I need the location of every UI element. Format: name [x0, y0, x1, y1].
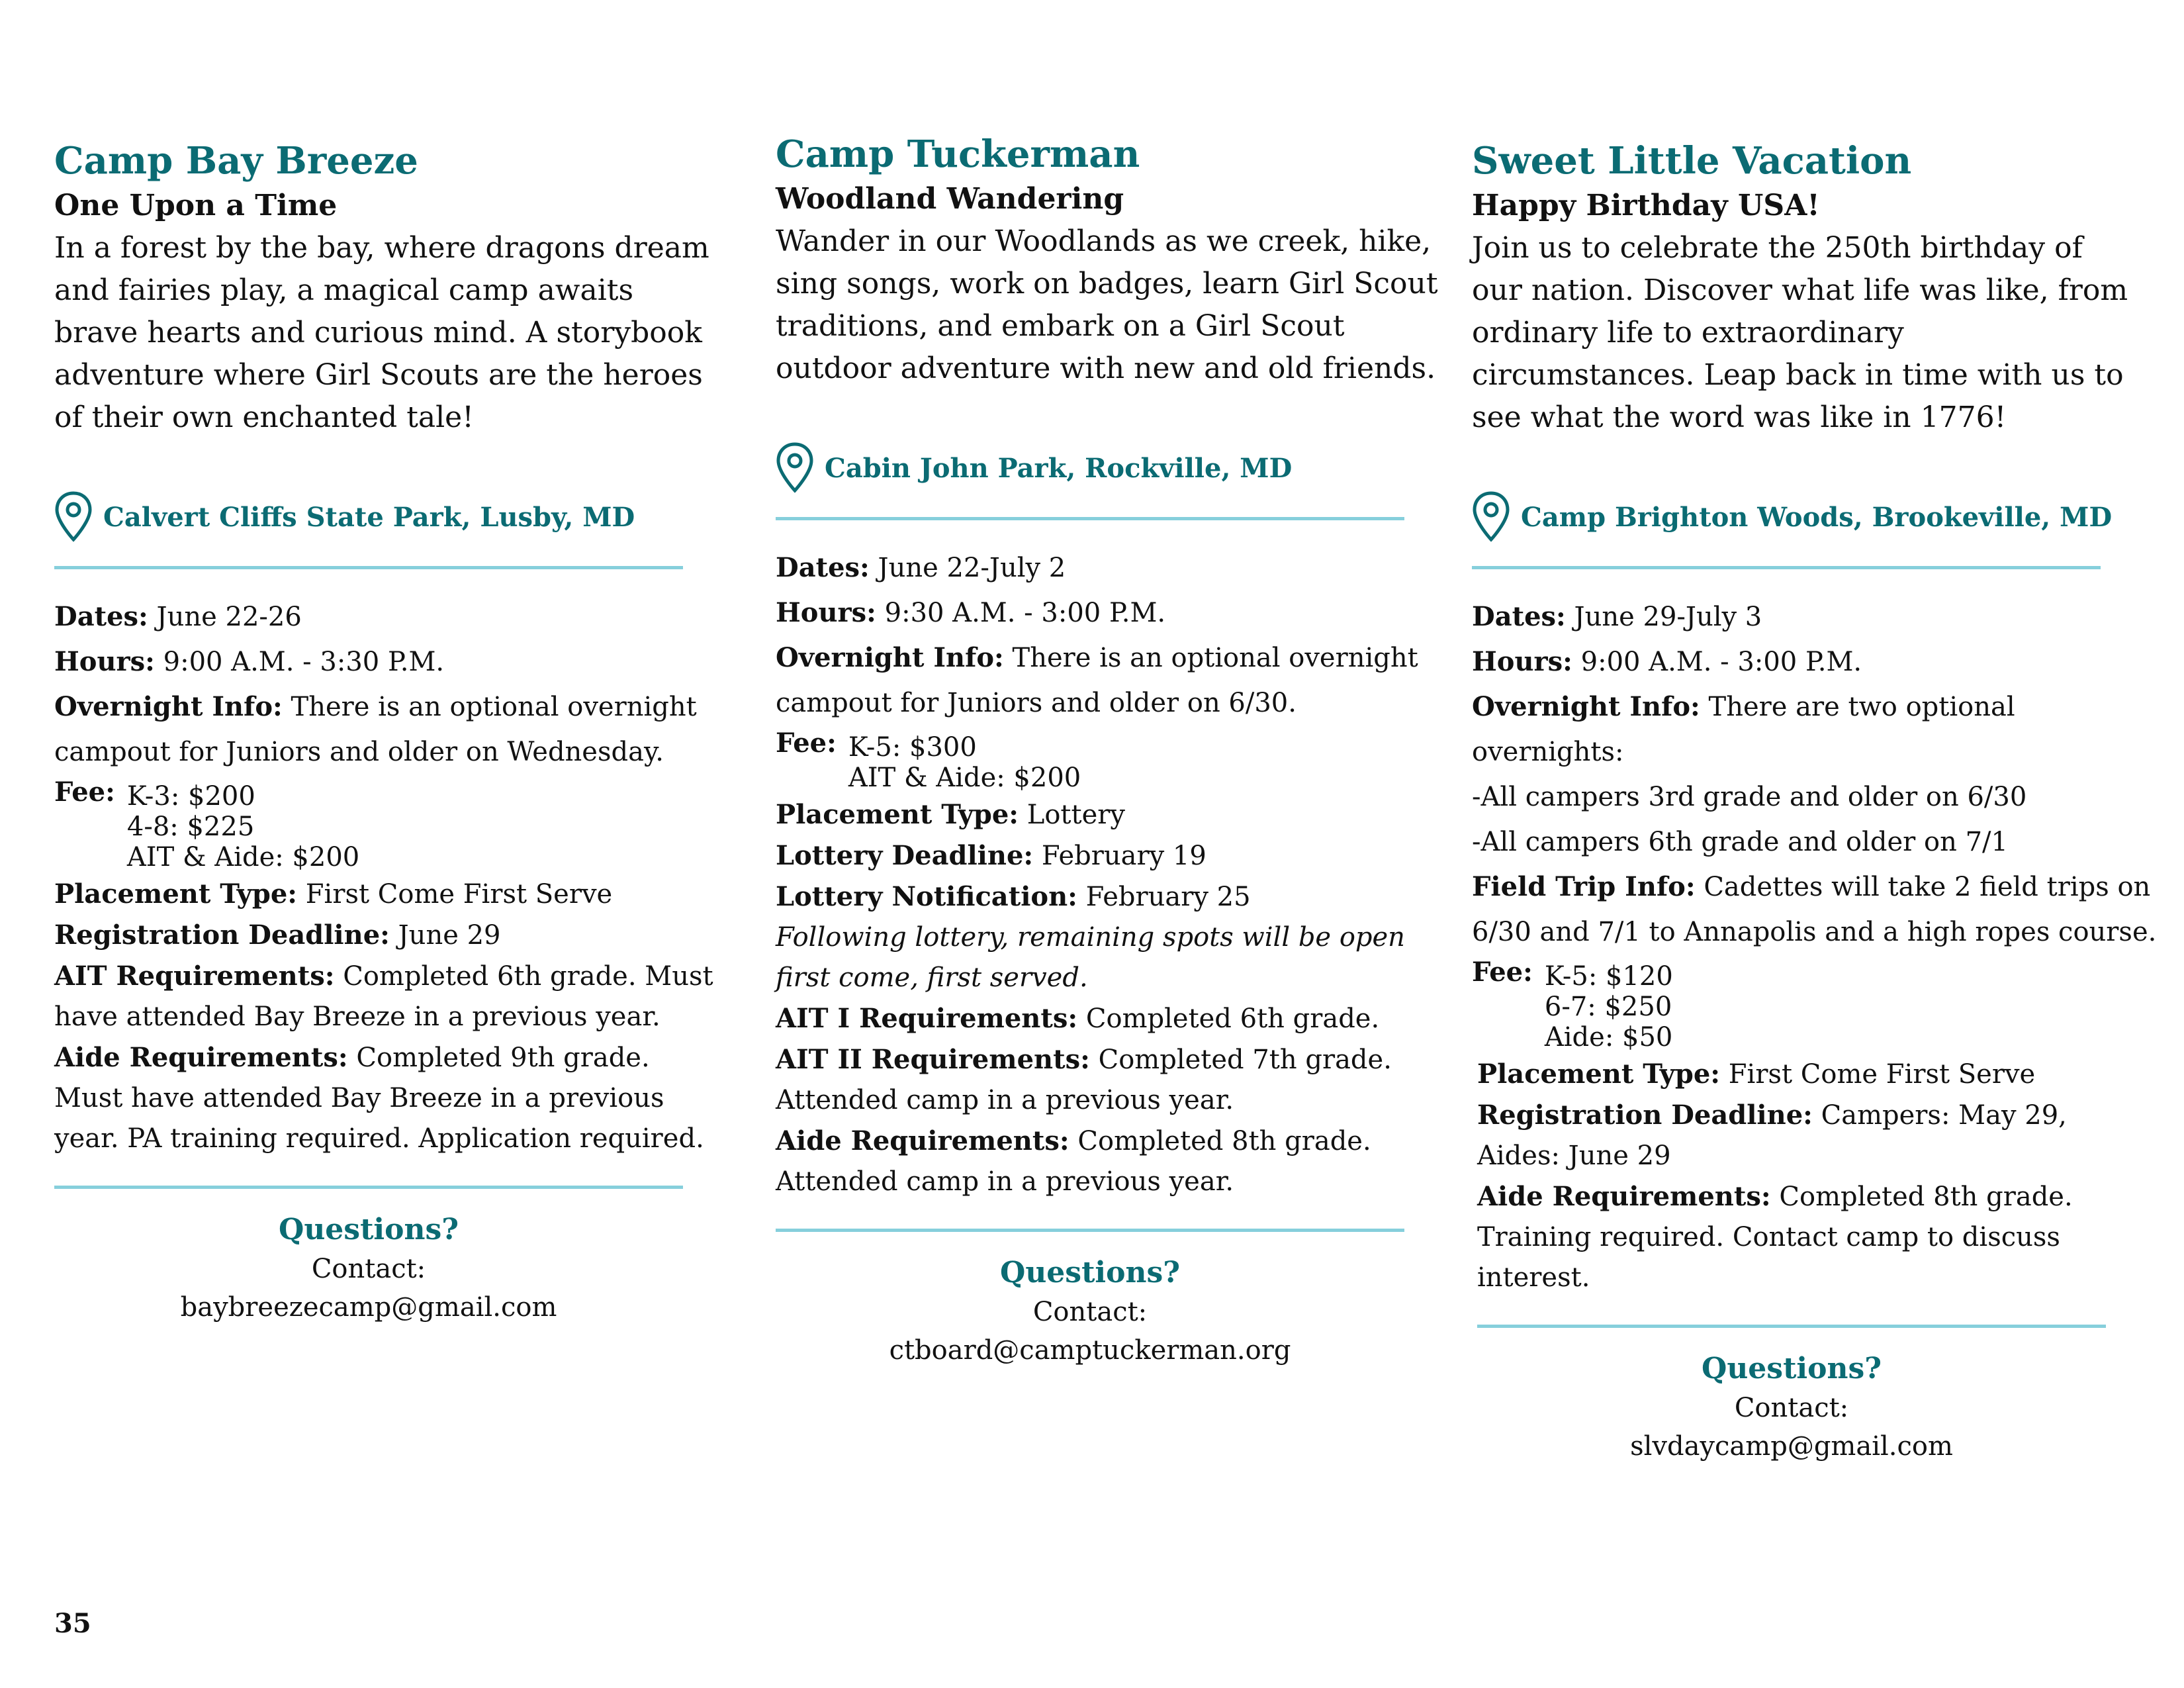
questions-block — [776, 1253, 1404, 1370]
detail-lottery-notification: Lottery Notification: February 25 — [776, 881, 1251, 912]
camp-location — [1472, 491, 2167, 543]
detail-ait1-requirements: AIT I Requirements: Completed 6th grade. — [776, 1003, 1380, 1034]
contact-label: Contact: — [311, 1254, 426, 1284]
camp-theme: Woodland Wandering — [776, 182, 1124, 216]
camp-theme: One Upon a Time — [54, 189, 338, 222]
camp-column-sweet-little-vacation — [1472, 136, 2167, 1466]
questions-block — [54, 1210, 683, 1327]
camp-description: In a forest by the bay, where dragons dream and fairies play, a magical camp awaits brave hearts and curious mind. A storybook adventure where Girl Scouts are the heroes of their own enchanted tale! — [54, 231, 709, 434]
overnight-line: -All campers 6th grade and older on 7/1 — [1472, 827, 2008, 857]
questions-heading: Questions? — [278, 1213, 459, 1246]
detail-overnight: Overnight Info: There are two optional overnights: — [1472, 691, 2015, 767]
overnight-line: -All campers 3rd grade and older on 6/30 — [1472, 782, 2027, 812]
detail-overnight: Overnight Info: There is an optional overnight campout for Juniors and older on 6/30. — [776, 642, 1418, 718]
detail-hours: Hours: 9:30 A.M. - 3:00 P.M. — [776, 597, 1166, 628]
detail-aide-requirements: Aide Requirements: Completed 8th grade. Training required. Contact camp to discuss interest. — [1477, 1181, 2073, 1293]
detail-ait-requirements: AIT Requirements: Completed 6th grade. Must have attended Bay Breeze in a previous year. — [54, 961, 713, 1032]
detail-dates: Dates: June 22-July 2 — [776, 552, 1066, 583]
fee-line: Aide: $50 — [1544, 1022, 1673, 1053]
contact-label: Contact: — [1032, 1297, 1148, 1327]
detail-fee: Fee: K-5: $300 AIT & Aide: $200 — [776, 727, 1081, 793]
camp-location — [776, 442, 1444, 494]
divider — [1472, 566, 2101, 569]
camp-column-tuckerman — [776, 129, 1444, 1370]
divider — [776, 1229, 1404, 1232]
camp-description: Wander in our Woodlands as we creek, hike, sing songs, work on badges, learn Girl Scout traditions, and embark on a Girl Scout outdoor adventure with new and old friends. — [776, 224, 1438, 385]
detail-placement: Placement Type: Lottery — [776, 799, 1125, 830]
fee-line: AIT & Aide: $200 — [848, 763, 1081, 793]
location-text: Cabin John Park, Rockville, MD — [825, 452, 1293, 484]
fee-line: 6-7: $250 — [1544, 992, 1672, 1022]
lottery-note: Following lottery, remaining spots will be open first come, first served. — [776, 922, 1405, 993]
location-pin-icon — [54, 491, 93, 543]
detail-aide-requirements: Aide Requirements: Completed 9th grade. Must have attended Bay Breeze in a previous year. PA training required. Application required. — [54, 1042, 704, 1154]
camp-details — [54, 594, 723, 1159]
camp-theme: Happy Birthday USA! — [1472, 189, 1820, 222]
location-text: Calvert Cliffs State Park, Lusby, MD — [103, 501, 635, 533]
camp-location — [54, 491, 723, 543]
location-pin-icon — [1472, 491, 1510, 543]
camp-title: Camp Tuckerman — [776, 132, 1140, 176]
detail-overnight: Overnight Info: There is an optional overnight campout for Juniors and older on Wednesday. — [54, 691, 697, 767]
fee-line: 4-8: $225 — [126, 812, 255, 842]
camp-details — [776, 545, 1444, 1202]
camp-title: Sweet Little Vacation — [1472, 139, 1912, 183]
detail-registration-deadline: Registration Deadline: June 29 — [54, 919, 501, 951]
detail-dates: Dates: June 29-July 3 — [1472, 601, 1762, 632]
detail-hours: Hours: 9:00 A.M. - 3:00 P.M. — [1472, 646, 1862, 677]
questions-heading: Questions? — [999, 1256, 1180, 1289]
contact-email: ctboard@camptuckerman.org — [889, 1335, 1291, 1366]
detail-hours: Hours: 9:00 A.M. - 3:30 P.M. — [54, 646, 445, 677]
detail-aide-requirements: Aide Requirements: Completed 8th grade. Attended camp in a previous year. — [776, 1125, 1371, 1197]
divider — [776, 517, 1404, 520]
fee-line: K-5: $120 — [1544, 961, 1673, 992]
detail-registration-deadline: Registration Deadline: Campers: May 29, Aides: June 29 — [1477, 1100, 2067, 1171]
fee-line: AIT & Aide: $200 — [126, 842, 360, 872]
detail-lottery-deadline: Lottery Deadline: February 19 — [776, 840, 1206, 871]
contact-email: baybreezecamp@gmail.com — [180, 1292, 557, 1323]
detail-field-trip: Field Trip Info: Cadettes will take 2 field trips on 6/30 and 7/1 to Annapolis and a high ropes course. — [1472, 871, 2157, 947]
camp-details — [1472, 594, 2167, 1298]
divider — [54, 566, 683, 569]
detail-fee: Fee: K-3: $200 4-8: $225 AIT & Aide: $200 — [54, 776, 360, 872]
contact-email: slvdaycamp@gmail.com — [1630, 1431, 1953, 1462]
detail-placement: Placement Type: First Come First Serve — [1477, 1058, 2036, 1090]
page-number: 35 — [54, 1608, 91, 1639]
questions-heading: Questions? — [1701, 1352, 1882, 1385]
detail-placement: Placement Type: First Come First Serve — [54, 878, 613, 910]
questions-block — [1477, 1349, 2106, 1466]
detail-dates: Dates: June 22-26 — [54, 601, 302, 632]
location-pin-icon — [776, 442, 814, 494]
camp-description: Join us to celebrate the 250th birthday of our nation. Discover what life was like, from ordinary life to extraordinary circumstances. Leap back in time with us to see what the word was like in 1776! — [1472, 231, 2128, 434]
contact-label: Contact: — [1734, 1393, 1849, 1423]
detail-ait2-requirements: AIT II Requirements: Completed 7th grade. Attended camp in a previous year. — [776, 1044, 1392, 1115]
fee-line: K-5: $300 — [848, 732, 977, 763]
divider — [1477, 1325, 2106, 1328]
camp-column-bay-breeze — [54, 136, 723, 1327]
camp-title: Camp Bay Breeze — [54, 139, 418, 183]
divider — [54, 1186, 683, 1189]
fee-line: K-3: $200 — [126, 781, 255, 812]
location-text: Camp Brighton Woods, Brookeville, MD — [1521, 501, 2113, 533]
detail-fee: Fee: K-5: $120 6-7: $250 Aide: $50 — [1472, 957, 1673, 1053]
